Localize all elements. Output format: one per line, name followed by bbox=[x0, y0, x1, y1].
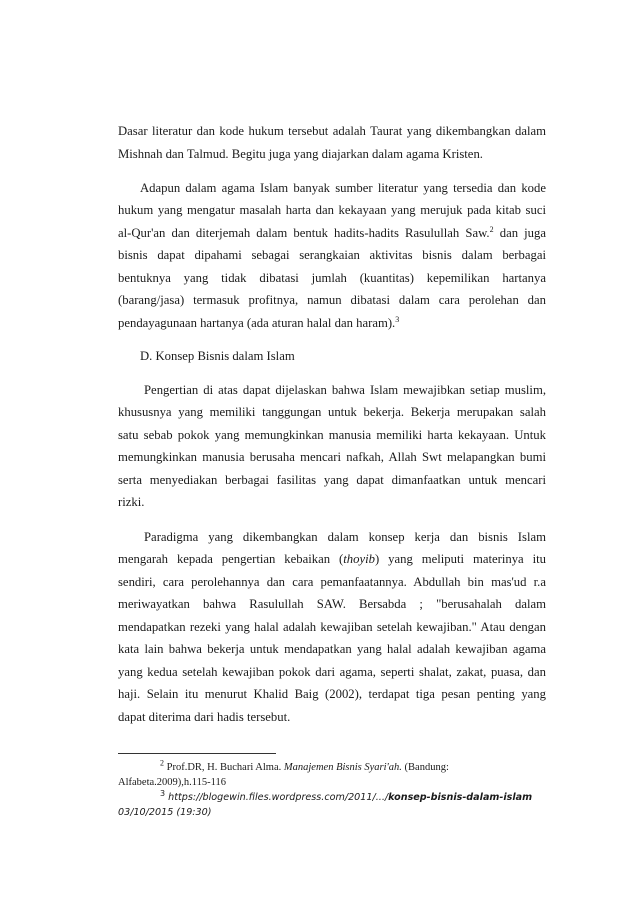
footnote-ref-3[interactable]: 3 bbox=[395, 314, 400, 324]
paragraph-line: memungkinkan manusia berusaha mencari nafkah, Allah Swt melapangkan bumi bbox=[118, 450, 546, 464]
footnote-url-bold[interactable]: konsep-bisnis-dalam-islam bbox=[388, 792, 533, 803]
paragraph-line bbox=[118, 552, 546, 567]
paragraph-line: satu sebab pokok yang memungkinkan manusia memiliki harta kekayaan. Untuk bbox=[118, 428, 546, 442]
paragraph-line: hukum yang mengatur masalah harta dan kekayaan yang merujuk pada kitab suci bbox=[118, 203, 546, 217]
paragraph-line: Dasar literatur dan kode hukum tersebut adalah Taurat yang dikembangkan dalam bbox=[118, 124, 546, 138]
paragraph-text: pendayagunaan hartanya (ada aturan halal dan haram). bbox=[118, 316, 396, 330]
footnote-3 bbox=[160, 788, 546, 803]
footnote-number: 2 bbox=[160, 758, 164, 768]
paragraph-line: mendapatkan rezeki yang halal adalah kewajiban setelah kewajiban." Atau dengan bbox=[118, 620, 546, 634]
paragraph-line: dapat diterima dari hadis tersebut. bbox=[118, 710, 291, 724]
paragraph-text: ) yang meliputi materinya itu bbox=[374, 552, 546, 566]
paragraph-text: al-Qur'an dan diterjemah dalam bentuk hadits-hadits Rasulullah Saw. bbox=[118, 226, 490, 240]
footnote-publisher: (Bandung: bbox=[404, 762, 449, 773]
paragraph-line: Paradigma yang dikembangkan dalam konsep kerja dan bisnis Islam bbox=[144, 530, 546, 544]
paragraph-line: yang kedua setelah kewajiban pokok dari agama, seperti shalat, zakat, puasa, dan bbox=[118, 665, 546, 679]
paragraph-line: (barang/jasa) termasuk profitnya, namun dibatasi dalam cara perolehan dan bbox=[118, 293, 546, 307]
paragraph-line bbox=[118, 226, 546, 241]
paragraph-text: mengarah kepada pengertian kebaikan ( bbox=[118, 552, 344, 566]
paragraph-line: kata lain bahwa bekerja untuk mendapatkan yang halal adalah kewajiban agama bbox=[118, 642, 546, 656]
paragraph-line: Adapun dalam agama Islam banyak sumber literatur yang tersedia dan kode bbox=[140, 181, 546, 195]
paragraph-line: bentuknya yang tidak dibatasi jumlah (kuantitas) kepemilikan hartanya bbox=[118, 271, 546, 285]
paragraph-line: rizki. bbox=[118, 495, 145, 509]
footnote-separator bbox=[118, 753, 276, 754]
section-heading: D. Konsep Bisnis dalam Islam bbox=[140, 349, 295, 363]
paragraph-line: Mishnah dan Talmud. Begitu juga yang diajarkan dalam agama Kristen. bbox=[118, 147, 483, 161]
footnote-3-date bbox=[118, 807, 546, 818]
footnote-number: 3 bbox=[160, 788, 166, 798]
paragraph-line: sendiri, cara perolehannya dan cara pemanfaatannya. Abdullah bin mas'ud r.a bbox=[118, 575, 546, 589]
paragraph-line: meriwayatkan bahwa Rasulullah SAW. Bersabda ; "berusahalah dalam bbox=[118, 597, 546, 611]
footnote-url[interactable]: https://blogewin.files.wordpress.com/2011/.../ bbox=[168, 792, 389, 803]
footnote-2-line2: Alfabeta.2009),h.115-116 bbox=[118, 777, 226, 788]
paragraph-line: serta menyediakan berbagai fasilitas yang dapat dimanfaatkan untuk mencari bbox=[118, 473, 546, 487]
footnote-access-date: 03/10/2015 (19:30) bbox=[118, 807, 212, 818]
footnote-ref-2[interactable]: 2 bbox=[489, 224, 494, 234]
footnote-author: Prof.DR, H. Buchari Alma. bbox=[166, 762, 282, 773]
paragraph-text: dan juga bbox=[499, 226, 546, 240]
paragraph-line: haji. Selain itu menurut Khalid Baig (2002), terdapat tiga pesan penting yang bbox=[118, 687, 546, 701]
paragraph-line: khususnya yang memiliki tanggungan untuk bekerja. Bekerja merupakan salah bbox=[118, 405, 546, 419]
footnote-2 bbox=[160, 758, 546, 773]
italic-term: thoyib bbox=[343, 552, 375, 566]
paragraph-line: bisnis dapat dipahami sebagai serangkaian aktivitas bisnis dalam berbagai bbox=[118, 248, 546, 262]
footnote-book-title: Manajemen Bisnis Syari'ah. bbox=[283, 762, 402, 773]
paragraph-line: Pengertian di atas dapat dijelaskan bahwa Islam mewajibkan setiap muslim, bbox=[144, 383, 546, 397]
paragraph-line bbox=[118, 316, 546, 331]
